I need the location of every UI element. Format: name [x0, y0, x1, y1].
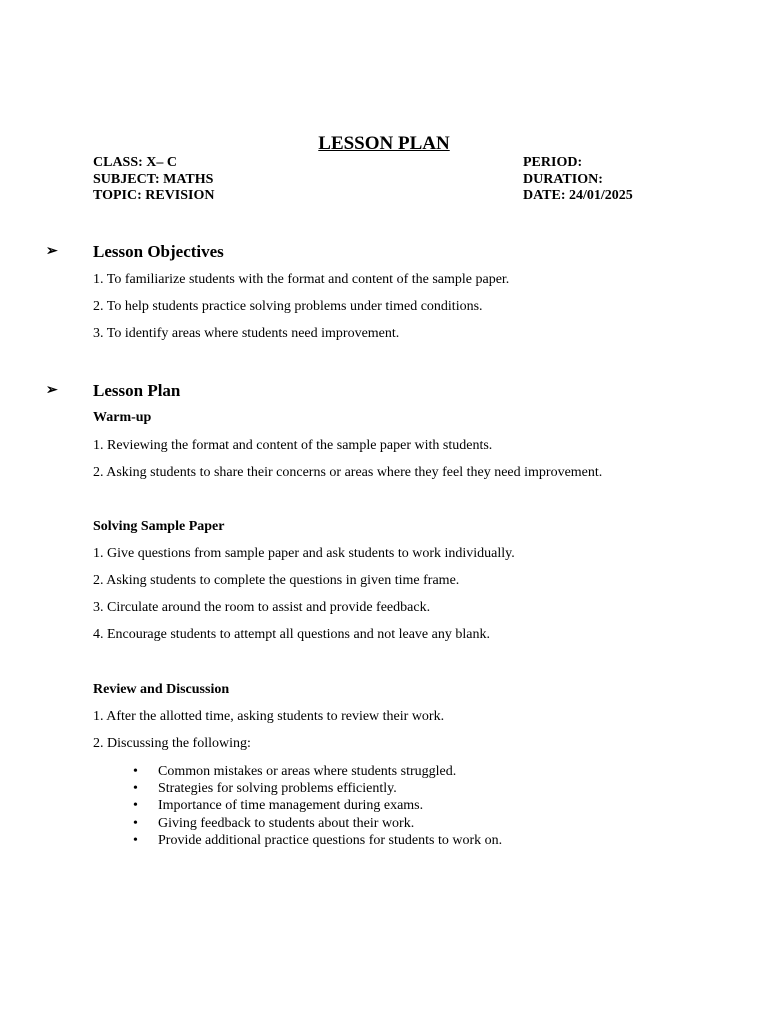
- discussion-bullet-list: [133, 763, 502, 849]
- solving-item: 1. Give questions from sample paper and ask students to work individually.: [93, 546, 515, 561]
- bullet-dot-icon: •: [133, 798, 138, 814]
- list-item: [133, 763, 502, 780]
- objectives-heading-label: Lesson Objectives: [93, 242, 224, 261]
- objective-item: 2. To help students practice solving problems under timed conditions.: [93, 299, 483, 314]
- list-item-text: Provide additional practice questions for students to work on.: [158, 832, 503, 848]
- list-item-text: Common mistakes or areas where students struggled.: [158, 764, 457, 779]
- bullet-dot-icon: •: [133, 764, 138, 779]
- solving-item: 2. Asking students to complete the questions in given time frame.: [93, 573, 460, 588]
- class-label: CLASS: X– C: [93, 155, 178, 170]
- arrow-bullet-icon: ➢: [46, 383, 58, 398]
- list-item-text: Strategies for solving problems efficiently.: [158, 781, 397, 797]
- warmup-item: 1. Reviewing the format and content of the sample paper with students.: [93, 438, 493, 453]
- bullet-dot-icon: •: [133, 815, 138, 831]
- review-item: 1. After the allotted time, asking students to review their work.: [93, 709, 445, 724]
- list-item: [133, 780, 502, 797]
- solving-item: 4. Encourage students to attempt all questions and not leave any blank.: [93, 627, 490, 642]
- review-item: 2. Discussing the following:: [93, 736, 251, 751]
- bullet-dot-icon: •: [133, 832, 138, 848]
- topic-label: TOPIC: REVISION: [93, 188, 215, 203]
- plan-heading-label: Lesson Plan: [93, 381, 181, 400]
- solving-heading: Solving Sample Paper: [93, 519, 225, 534]
- arrow-bullet-icon: ➢: [46, 244, 58, 259]
- review-heading: Review and Discussion: [93, 682, 230, 697]
- list-item: [133, 832, 502, 849]
- bullet-dot-icon: •: [133, 781, 138, 797]
- objective-item: 1. To familiarize students with the format and content of the sample paper.: [93, 272, 510, 287]
- warmup-item: 2. Asking students to share their concerns or areas where they feel they need improvement.: [93, 465, 603, 480]
- class-info: [93, 155, 215, 205]
- list-item: [133, 797, 502, 814]
- page-title: LESSON PLAN: [318, 133, 450, 154]
- date-label: DATE: 24/01/2025: [523, 188, 633, 203]
- period-label: PERIOD:: [523, 155, 583, 170]
- list-item-text: Importance of time management during exams.: [158, 798, 424, 814]
- solving-item: 3. Circulate around the room to assist and provide feedback.: [93, 600, 431, 615]
- list-item-text: Giving feedback to students about their work.: [158, 815, 415, 831]
- list-item: [133, 815, 502, 832]
- schedule-info: [523, 155, 633, 205]
- subject-label: SUBJECT: MATHS: [93, 171, 214, 187]
- objective-item: 3. To identify areas where students need improvement.: [93, 326, 400, 341]
- duration-label: DURATION:: [523, 171, 603, 187]
- warmup-heading: Warm-up: [93, 410, 152, 425]
